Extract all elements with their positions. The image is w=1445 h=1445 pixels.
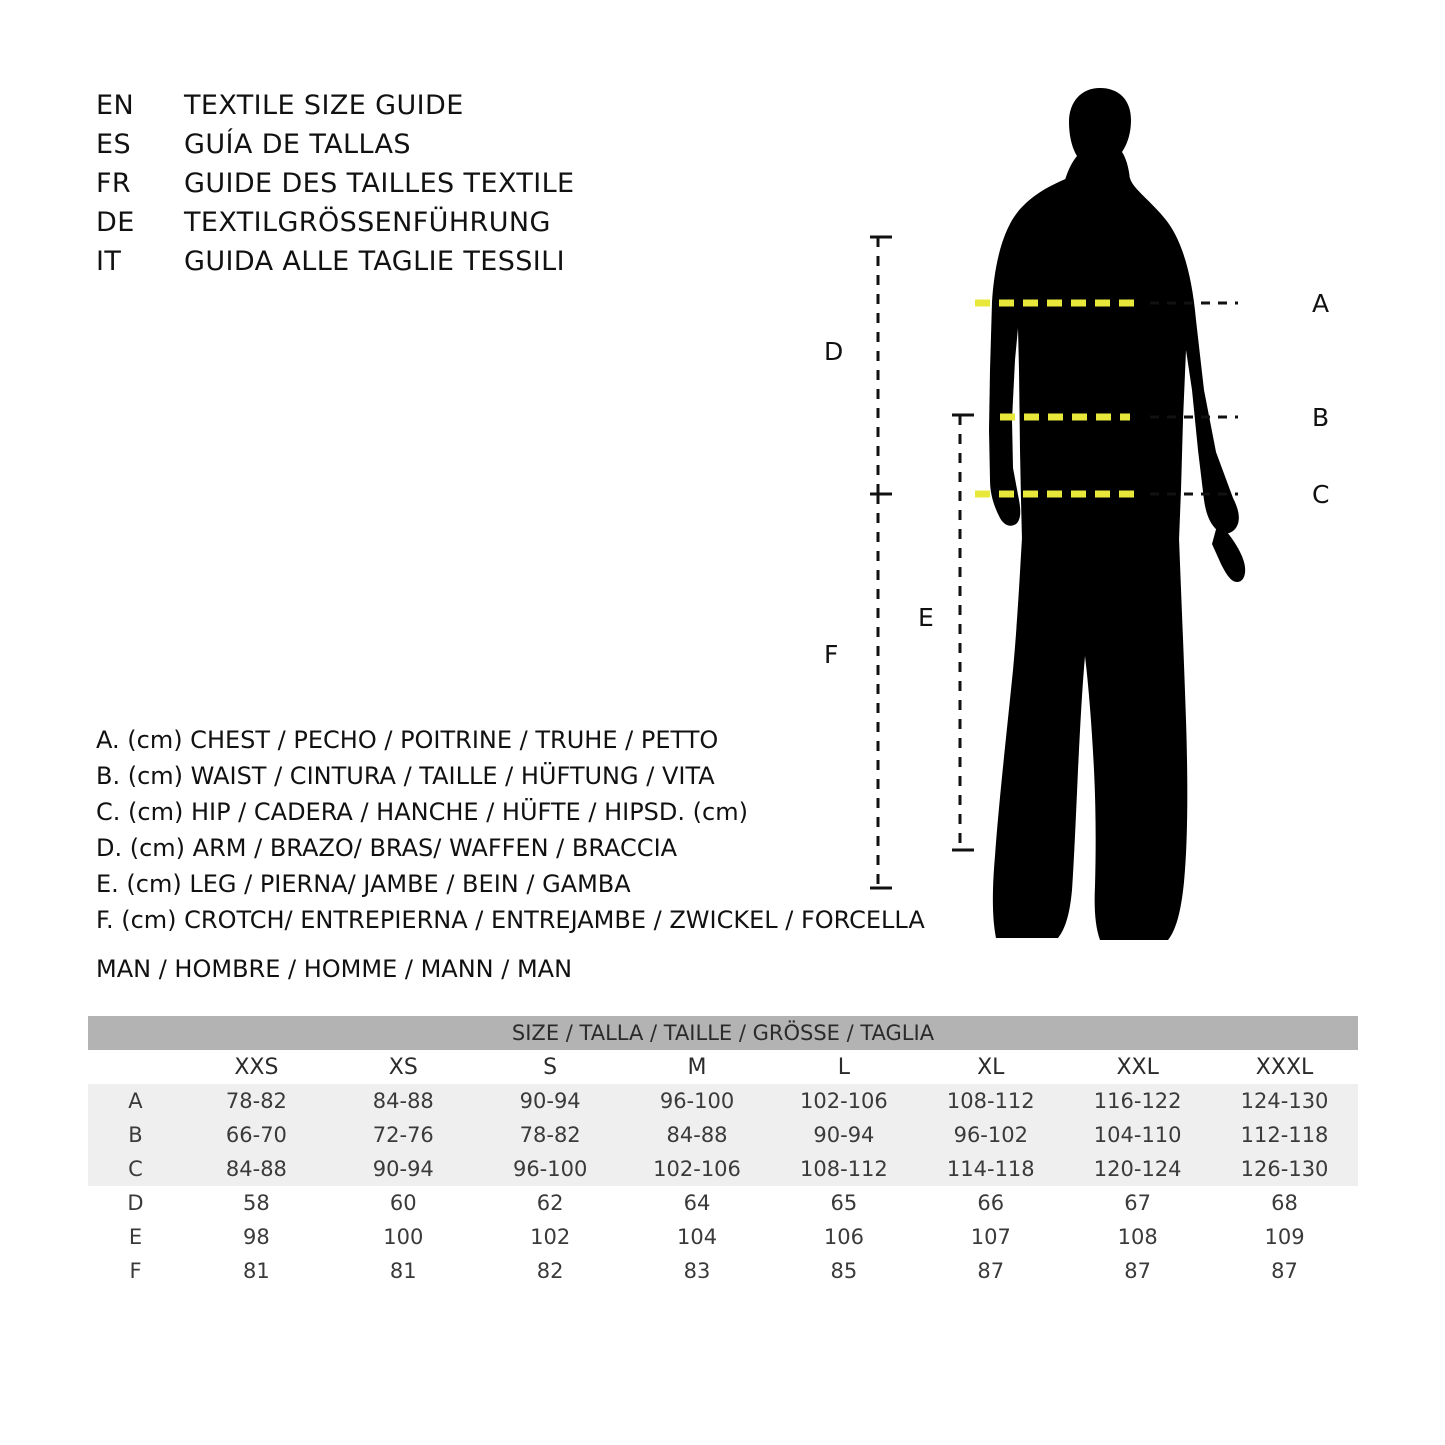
cell-a-s: 90-94	[477, 1084, 624, 1118]
cell-e-xxxl: 109	[1211, 1220, 1358, 1254]
cell-c-l: 108-112	[770, 1152, 917, 1186]
table-row	[88, 1220, 1358, 1254]
cell-c-m: 102-106	[624, 1152, 771, 1186]
gender-label: MAN / HOMBRE / HOMME / MANN / MAN	[96, 955, 573, 983]
cell-e-s: 102	[477, 1220, 624, 1254]
table-header-row	[88, 1016, 1358, 1050]
cell-b-xxxl: 112-118	[1211, 1118, 1358, 1152]
title-lang-es: ES	[96, 129, 131, 160]
title-row	[96, 246, 776, 285]
dim-label-d: D	[824, 337, 844, 366]
cell-f-xl: 87	[917, 1254, 1064, 1288]
male-silhouette-icon	[989, 88, 1245, 940]
title-lang-it: IT	[96, 246, 122, 277]
cell-b-xl: 96-102	[917, 1118, 1064, 1152]
cell-c-xxxl: 126-130	[1211, 1152, 1358, 1186]
row-label-c: C	[88, 1152, 183, 1186]
cell-f-m: 83	[624, 1254, 771, 1288]
cell-a-m: 96-100	[624, 1084, 771, 1118]
table-row	[88, 1118, 1358, 1152]
body-diagram	[800, 70, 1400, 950]
dim-label-b: B	[1312, 403, 1330, 432]
title-text-de: TEXTILGRÖSSENFÜHRUNG	[184, 207, 551, 238]
table-row	[88, 1084, 1358, 1118]
size-header-xxs: XXS	[183, 1050, 330, 1084]
cell-b-m: 84-88	[624, 1118, 771, 1152]
legend-item-b: B. (cm) WAIST / CINTURA / TAILLE / HÜFTUNG / VITA	[96, 762, 715, 790]
title-lang-fr: FR	[96, 168, 132, 199]
title-row	[96, 168, 776, 207]
cell-b-s: 78-82	[477, 1118, 624, 1152]
title-text-es: GUÍA DE TALLAS	[184, 129, 411, 160]
cell-a-xs: 84-88	[330, 1084, 477, 1118]
cell-d-xs: 60	[330, 1186, 477, 1220]
cell-b-l: 90-94	[770, 1118, 917, 1152]
cell-d-xxs: 58	[183, 1186, 330, 1220]
size-header-l: L	[770, 1050, 917, 1084]
legend-item-c: C. (cm) HIP / CADERA / HANCHE / HÜFTE / HIPSD. (cm)	[96, 798, 748, 826]
title-row	[96, 207, 776, 246]
size-header-s: S	[477, 1050, 624, 1084]
cell-c-xxs: 84-88	[183, 1152, 330, 1186]
cell-f-s: 82	[477, 1254, 624, 1288]
title-lang-en: EN	[96, 90, 135, 121]
cell-f-xs: 81	[330, 1254, 477, 1288]
size-header-xs: XS	[330, 1050, 477, 1084]
cell-a-xxs: 78-82	[183, 1084, 330, 1118]
title-text-fr: GUIDE DES TAILLES TEXTILE	[184, 168, 575, 199]
dim-label-c: C	[1312, 480, 1330, 509]
table-row	[88, 1254, 1358, 1288]
cell-d-s: 62	[477, 1186, 624, 1220]
cell-f-xxl: 87	[1064, 1254, 1211, 1288]
table-row	[88, 1186, 1358, 1220]
table-size-row	[88, 1050, 1358, 1084]
cell-d-xxl: 67	[1064, 1186, 1211, 1220]
cell-d-l: 65	[770, 1186, 917, 1220]
measurement-legend	[96, 722, 925, 938]
size-table	[88, 1016, 1358, 1288]
title-lang-de: DE	[96, 207, 135, 238]
cell-d-m: 64	[624, 1186, 771, 1220]
cell-e-l: 106	[770, 1220, 917, 1254]
size-header-xxl: XXL	[1064, 1050, 1211, 1084]
legend-item-e: E. (cm) LEG / PIERNA/ JAMBE / BEIN / GAMBA	[96, 870, 631, 898]
size-header-m: M	[624, 1050, 771, 1084]
table-header-label: SIZE / TALLA / TAILLE / GRÖSSE / TAGLIA	[88, 1016, 1358, 1050]
cell-d-xxxl: 68	[1211, 1186, 1358, 1220]
row-label-b: B	[88, 1118, 183, 1152]
title-text-en: TEXTILE SIZE GUIDE	[184, 90, 464, 121]
title-text-it: GUIDA ALLE TAGLIE TESSILI	[184, 246, 565, 277]
cell-d-xl: 66	[917, 1186, 1064, 1220]
title-block	[96, 90, 776, 285]
cell-e-xs: 100	[330, 1220, 477, 1254]
cell-c-xs: 90-94	[330, 1152, 477, 1186]
cell-e-xl: 107	[917, 1220, 1064, 1254]
cell-f-l: 85	[770, 1254, 917, 1288]
dim-label-e: E	[918, 603, 934, 632]
cell-e-xxs: 98	[183, 1220, 330, 1254]
row-label-d: D	[88, 1186, 183, 1220]
legend-item-d: D. (cm) ARM / BRAZO/ BRAS/ WAFFEN / BRACCIA	[96, 834, 678, 862]
cell-e-xxl: 108	[1064, 1220, 1211, 1254]
legend-item-f: F. (cm) CROTCH/ ENTREPIERNA / ENTREJAMBE / ZWICKEL / FORCELLA	[96, 906, 925, 934]
cell-c-xxl: 120-124	[1064, 1152, 1211, 1186]
title-row	[96, 129, 776, 168]
cell-c-xl: 114-118	[917, 1152, 1064, 1186]
row-label-a: A	[88, 1084, 183, 1118]
cell-a-xxl: 116-122	[1064, 1084, 1211, 1118]
cell-e-m: 104	[624, 1220, 771, 1254]
silhouette-diagram	[800, 70, 1400, 950]
cell-a-xxxl: 124-130	[1211, 1084, 1358, 1118]
cell-a-xl: 108-112	[917, 1084, 1064, 1118]
cell-b-xxl: 104-110	[1064, 1118, 1211, 1152]
row-label-f: F	[88, 1254, 183, 1288]
cell-b-xs: 72-76	[330, 1118, 477, 1152]
dim-label-a: A	[1312, 289, 1330, 318]
dim-label-f: F	[824, 640, 839, 669]
cell-f-xxs: 81	[183, 1254, 330, 1288]
corner-cell	[88, 1050, 183, 1084]
size-header-xl: XL	[917, 1050, 1064, 1084]
cell-f-xxxl: 87	[1211, 1254, 1358, 1288]
cell-a-l: 102-106	[770, 1084, 917, 1118]
table-row	[88, 1152, 1358, 1186]
title-row	[96, 90, 776, 129]
legend-item-a: A. (cm) CHEST / PECHO / POITRINE / TRUHE / PETTO	[96, 726, 719, 754]
cell-c-s: 96-100	[477, 1152, 624, 1186]
size-header-xxxl: XXXL	[1211, 1050, 1358, 1084]
cell-b-xxs: 66-70	[183, 1118, 330, 1152]
row-label-e: E	[88, 1220, 183, 1254]
